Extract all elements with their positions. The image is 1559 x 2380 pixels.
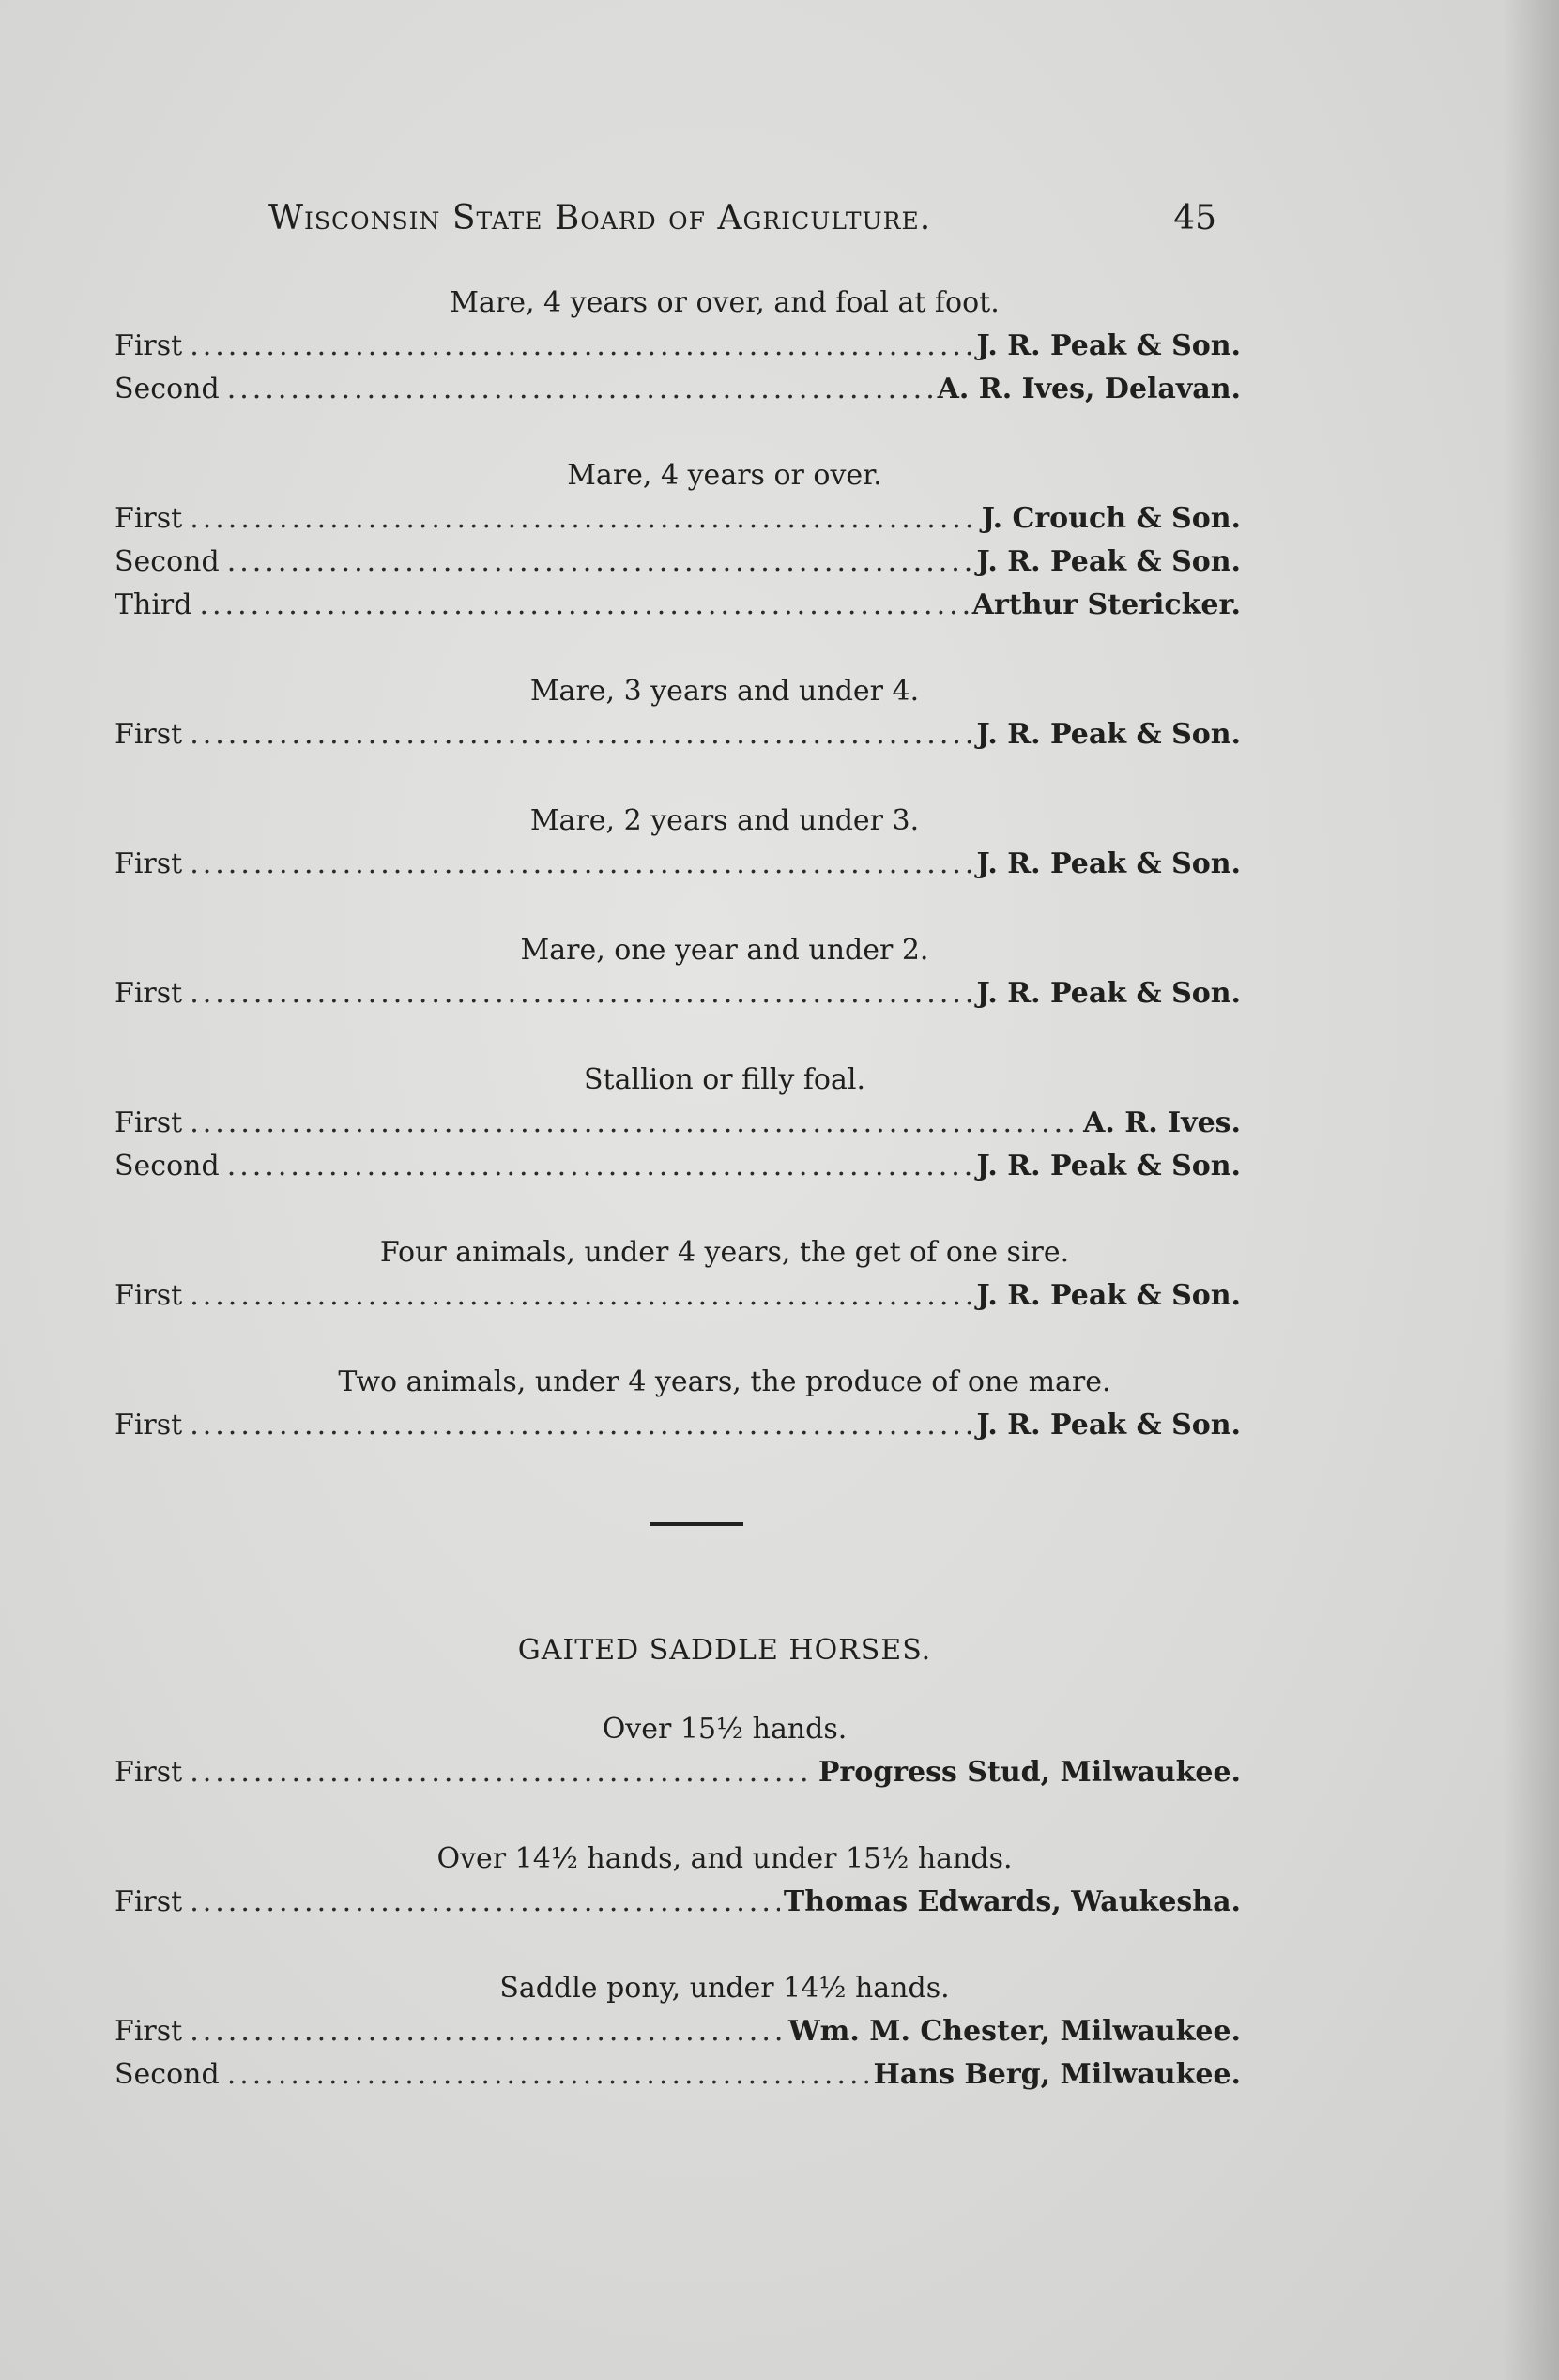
class-block [115,1967,1241,2097]
class-block [115,1231,1241,1318]
award-place: First [115,977,183,1010]
award-entry [115,972,1241,1015]
award-winner: A. R. Ives, Delavan. [937,373,1241,405]
award-winner: J. R. Peak & Son. [976,329,1241,362]
award-place: Second [115,1150,220,1182]
class-block [115,1708,1241,1794]
section-heading: GAITED SADDLE HORSES. [517,1634,932,1667]
award-entry [115,1102,1241,1145]
class-title: Mare, 4 years or over. [567,459,882,492]
award-entry [115,584,1241,627]
award-place: Second [115,373,220,405]
class-block [115,1059,1241,1188]
class-title: Saddle pony, under 14½ hands. [499,1972,950,2005]
class-title: Over 15½ hands. [602,1713,848,1746]
running-title: Wisconsin State Board of Agriculture. [268,199,932,237]
class-title: Mare, one year and under 2. [520,934,929,967]
dot-leader [199,584,968,627]
award-entry [115,1751,1241,1794]
dot-leader [227,1145,973,1188]
award-place: First [115,1279,183,1312]
section-divider [650,1522,743,1526]
award-winner: Arthur Stericker. [971,588,1241,621]
running-head [268,199,1216,246]
dot-leader [227,368,934,411]
award-place: First [115,718,183,751]
award-winner: Wm. M. Chester, Milwaukee. [787,2015,1241,2048]
class-block [115,800,1241,886]
award-entry [115,843,1241,886]
award-winner: J. R. Peak & Son. [976,545,1241,578]
dot-leader [190,713,972,756]
class-block [115,670,1241,756]
award-place: First [115,1885,183,1918]
award-place: First [115,2015,183,2048]
award-entry [115,541,1241,584]
award-place: Third [115,588,192,621]
award-entry [115,1404,1241,1447]
dot-leader [190,972,972,1015]
award-winner: J. R. Peak & Son. [976,1409,1241,1442]
award-place: First [115,502,183,535]
award-place: Second [115,545,220,578]
award-place: First [115,1106,183,1139]
dot-leader [190,1274,972,1318]
page-edge-shadow [1503,0,1559,2380]
award-winner: J. R. Peak & Son. [976,977,1241,1010]
award-winner: J. Crouch & Son. [981,502,1241,535]
premium-list [115,282,1241,2140]
award-winner: J. R. Peak & Son. [976,847,1241,880]
award-place: First [115,329,183,362]
award-winner: Thomas Edwards, Waukesha. [783,1885,1241,1918]
award-winner: J. R. Peak & Son. [976,1150,1241,1182]
class-title: Stallion or filly foal. [584,1063,865,1096]
award-winner: J. R. Peak & Son. [976,1279,1241,1312]
award-winner: J. R. Peak & Son. [976,718,1241,751]
award-winner: A. R. Ives. [1083,1106,1241,1139]
dot-leader [190,1102,1079,1145]
award-entry [115,1145,1241,1188]
dot-leader [227,2053,870,2097]
dot-leader [190,1881,780,1924]
dot-leader [190,843,972,886]
class-title: Mare, 4 years or over, and foal at foot. [450,286,1000,319]
award-place: First [115,1409,183,1442]
class-title: Four animals, under 4 years, the get of one sire. [379,1236,1070,1269]
award-entry [115,2053,1241,2097]
class-block [115,1361,1241,1447]
dot-leader [190,1751,815,1794]
award-entry [115,1881,1241,1924]
class-title: Mare, 3 years and under 4. [529,675,920,708]
award-winner: Progress Stud, Milwaukee. [818,1756,1241,1789]
class-block [115,282,1241,411]
award-entry [115,497,1241,541]
award-entry [115,1274,1241,1318]
award-entry [115,368,1241,411]
class-title: Two animals, under 4 years, the produce of one mare. [338,1365,1111,1398]
award-place: First [115,1756,183,1789]
class-block [115,929,1241,1015]
dot-leader [190,325,972,368]
page-number: 45 [1173,199,1216,237]
award-winner: Hans Berg, Milwaukee. [873,2058,1241,2091]
award-entry [115,325,1241,368]
award-entry [115,713,1241,756]
class-block [115,454,1241,627]
award-place: First [115,847,183,880]
class-title: Over 14½ hands, and under 15½ hands. [436,1842,1013,1875]
dot-leader [190,497,978,541]
class-block [115,1838,1241,1924]
award-entry [115,2010,1241,2053]
dot-leader [190,1404,972,1447]
dot-leader [227,541,973,584]
dot-leader [190,2010,785,2053]
award-place: Second [115,2058,220,2091]
class-title: Mare, 2 years and under 3. [529,804,920,837]
